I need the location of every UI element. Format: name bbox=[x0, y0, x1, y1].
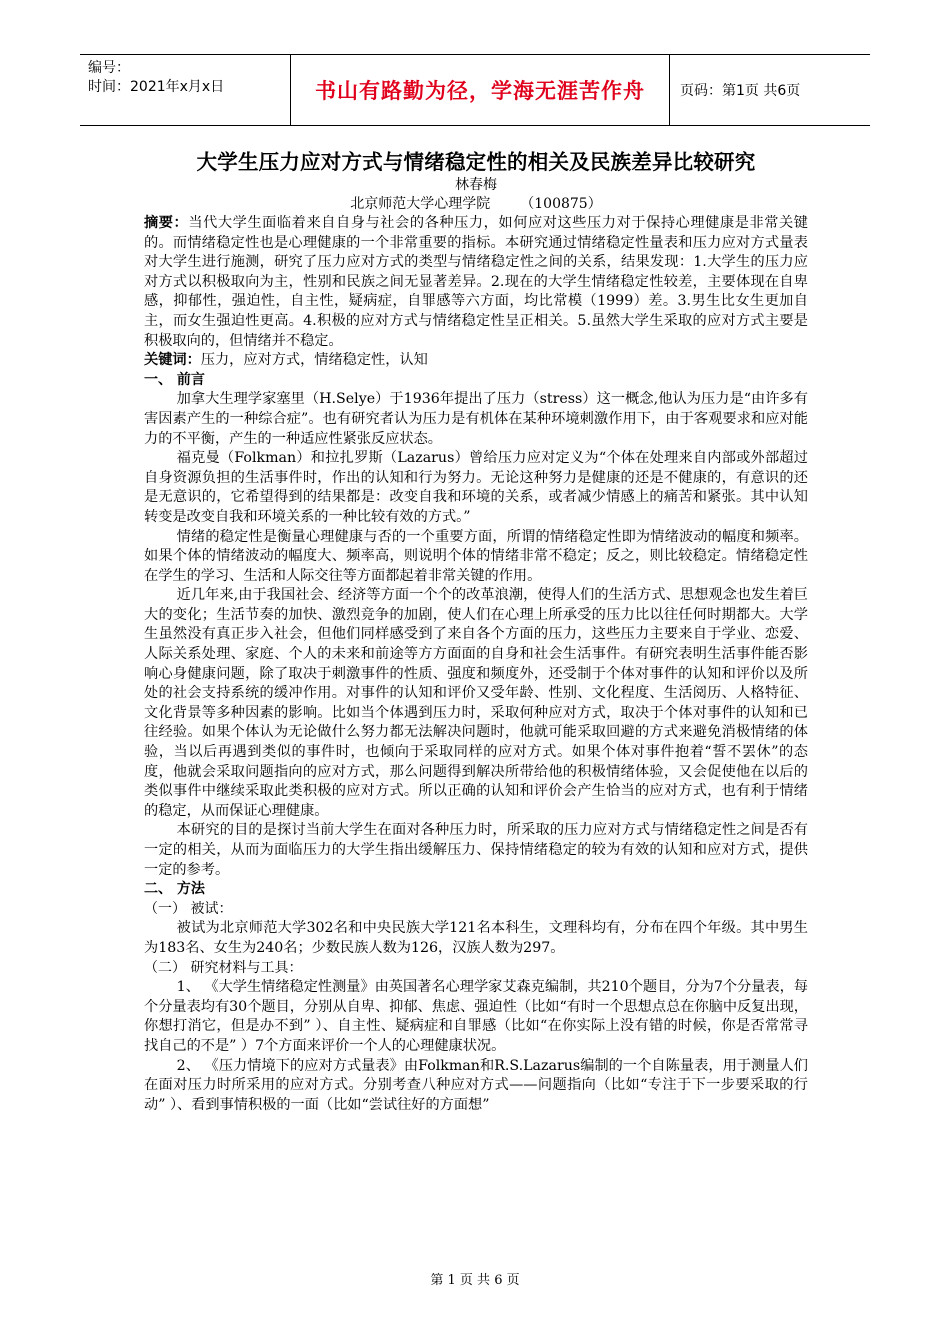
abstract bbox=[144, 214, 808, 351]
keywords bbox=[144, 351, 808, 371]
section-heading-intro: 一、 前言 bbox=[144, 371, 205, 388]
paper-affiliation bbox=[144, 195, 808, 214]
intro-paragraph-3: 情绪的稳定性是衡量心理健康与否的一个重要方面，所谓的情绪稳定性即为情绪波动的幅度和频率。如果个体的情绪波动的幅度大、频率高，则说明个体的情绪非常不稳定；反之，则比较稳定。情绪稳定性在学生的学习、生活和人际交往等方面都起着非常关键的作用。 bbox=[144, 528, 808, 584]
time-label: 时间：2021年x月x日 bbox=[88, 79, 225, 95]
section-heading-method: 二、 方法 bbox=[144, 881, 205, 898]
page-footer: 第 1 页 共 6 页 bbox=[430, 1273, 520, 1288]
intro-paragraph-1: 加拿大生理学家塞里（H.Selye）于1936年提出了压力（stress）这一概念,他认为压力是“由许多有害因素产生的一种综合症”。也有研究者认为压力是有机体在某种环境刺激作用下，由于客观要求和应对能力的不平衡，产生的一种适应性紧张反应状态。 bbox=[144, 391, 808, 447]
abstract-text: 当代大学生面临着来自自身与社会的各种压力，如何应对这些压力对于保持心理健康是非常关键的。而情绪稳定性也是心理健康的一个非常重要的指标。本研究通过情绪稳定性量表和压力应对方式量表对大学生进行施测，研究了压力应对方式的类型与情绪稳定性之间的关系，结果发现：1.大学生的压力应对方式以积极取向为主，性别和民族之间无显著差异。2.现在的大学生情绪稳定性较差，主要体现在自卑感，抑郁性，强迫性，自主性，疑病症，自罪感等六方面，均比常模（1999）差。3.男生比女生更加自主，而女生强迫性更高。4.积极的应对方式与情绪稳定性呈正相关。5.虽然大学生采取的应对方式主要是积极取向的，但情绪并不稳定。 bbox=[144, 215, 808, 349]
subsection-subjects: （一） 被试： bbox=[144, 900, 233, 917]
paper-author: 林春梅 bbox=[455, 177, 497, 193]
tool-item-2: 2、 《压力情境下的应对方式量表》由Folkman和R.S.Lazarus编制的一个自陈量表，用于测量人们在面对压力时所采用的应对方式。分别考查八种应对方式——问题指向（比如“专注于下一步要采取的行动” ）、看到事情积极的一面（比如“尝试往好的方面想” bbox=[144, 1057, 808, 1113]
postal-code: （100875） bbox=[520, 196, 602, 212]
keywords-text: 压力，应对方式，情绪稳定性，认知 bbox=[200, 352, 428, 369]
tool-item-1: 1、 《大学生情绪稳定性测量》由英国著名心理学家艾森克编制，共210个题目，分为7个分量表，每个分量表均有30个题目，分别从自卑、抑郁、焦虑、强迫性（比如“有时一个思想点总在你脑中反复出现，你想打消它，但是办不到” ）、自主性、疑病症和自罪感（比如“在你实际上没有错的时候，你是否常常寻找自己的不是” ）7个方面来评价一个人的心理健康状况。 bbox=[144, 979, 808, 1054]
header-page-info: 页码：第1页 共6页 bbox=[680, 83, 801, 99]
affiliation-name: 北京师范大学心理学院 bbox=[350, 196, 491, 212]
subjects-paragraph: 被试为北京师范大学302名和中央民族大学121名本科生，文理科均有，分布在四个年级。其中男生为183名、女生为240名；少数民族人数为126，汉族人数为297。 bbox=[144, 920, 808, 956]
abstract-label: 摘要： bbox=[144, 215, 189, 231]
keywords-label: 关键词： bbox=[144, 352, 201, 369]
number-label: 编号： bbox=[88, 60, 130, 76]
intro-paragraph-5: 本研究的目的是探讨当前大学生在面对各种压力时，所采取的压力应对方式与情绪稳定性之间是否有一定的相关，从而为面临压力的大学生指出缓解压力、保持情绪稳定的较为有效的认知和应对方式，提供一定的参考。 bbox=[144, 822, 808, 878]
paper-body bbox=[144, 148, 808, 1115]
header-motto: 书山有路勤为径，学海无涯苦作舟 bbox=[291, 55, 670, 125]
page-header bbox=[80, 54, 870, 126]
header-left-cell bbox=[80, 55, 291, 125]
paper-title: 大学生压力应对方式与情绪稳定性的相关及民族差异比较研究 bbox=[196, 150, 756, 174]
subsection-materials: （二） 研究材料与工具： bbox=[144, 959, 303, 976]
intro-paragraph-4: 近几年来,由于我国社会、经济等方面一个个的改革浪潮，使得人们的生活方式、思想观念也发生着巨大的变化；生活节奏的加快、激烈竞争的加剧，使人们在心理上所承受的压力比以往任何时期都大。大学生虽然没有真正步入社会，但他们同样感受到了来自各个方面的压力，这些压力主要来自于学业、恋爱、人际关系处理、家庭、个人的未来和前途等方方面面的自身和社会生活事件。有研究表明生活事件能否影响心身健康问题，除了取决于刺激事件的性质、强度和频度外，还受制于个体对事件的认知和评价以及所处的社会支持系统的缓冲作用。对事件的认知和评价又受年龄、性别、文化程度、生活阅历、人格特征、文化背景等多种因素的影响。比如当个体遇到压力时，采取何种应对方式，取决于个体对事件的认知和已往经验。如果个体认为无论做什么努力都无法解决问题时，他就可能采取回避的方式来避免消极情绪的体验，当以后再遇到类似的事件时，也倾向于采取同样的应对方式。如果个体对事件抱着“誓不罢休”的态度，他就会采取问题指向的应对方式，那么问题得到解决所带给他的积极情绪体验，又会促使他在以后的类似事件中继续采取此类积极的应对方式。所以正确的认知和评价会产生恰当的应对方式，也有利于情绪的稳定，从而保证心理健康。 bbox=[144, 587, 808, 819]
intro-paragraph-2: 福克曼（Folkman）和拉扎罗斯（Lazarus）曾给压力应对定义为“个体在处理来自内部或外部超过自身资源负担的生活事件时，作出的认知和行为努力。无论这种努力是健康的还是不健康的，有意识的还是无意识的，它希望得到的结果都是：改变自我和环境的关系，或者减少情感上的痛苦和紧张。其中认知转变是改变自我和环境关系的一种比较有效的方式。” bbox=[144, 450, 808, 525]
